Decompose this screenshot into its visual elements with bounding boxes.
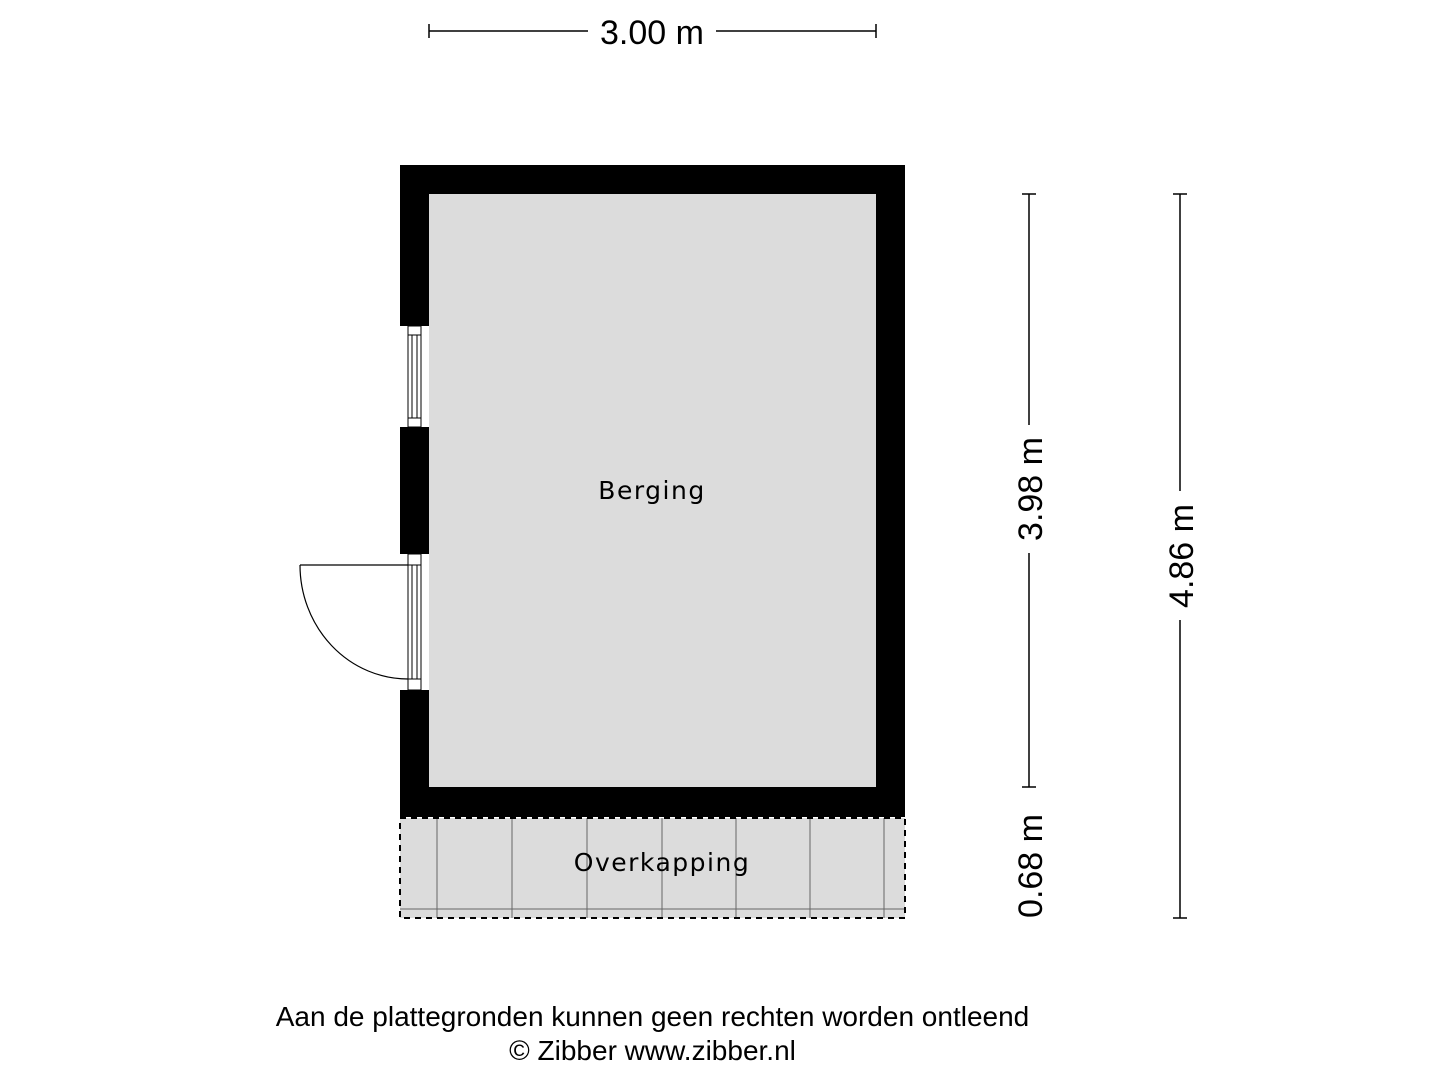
- disclaimer-text: Aan de plattegronden kunnen geen rechten worden ontleend: [275, 1001, 1030, 1032]
- width-dimension: [429, 14, 876, 52]
- total-height-label: 4.86 m: [1163, 504, 1201, 608]
- total-height-dimension: [1163, 194, 1201, 918]
- room-label: Berging: [598, 476, 706, 505]
- canopy-label: Overkapping: [573, 848, 751, 877]
- copyright-text: © Zibber www.zibber.nl: [509, 1035, 796, 1066]
- window: [408, 326, 421, 427]
- canopy-depth-label: 0.68 m: [1012, 814, 1050, 918]
- canopy: [400, 818, 905, 918]
- inner-height-label: 3.98 m: [1012, 437, 1050, 541]
- width-label: 3.00 m: [600, 14, 704, 52]
- height-dimension: [1012, 194, 1050, 918]
